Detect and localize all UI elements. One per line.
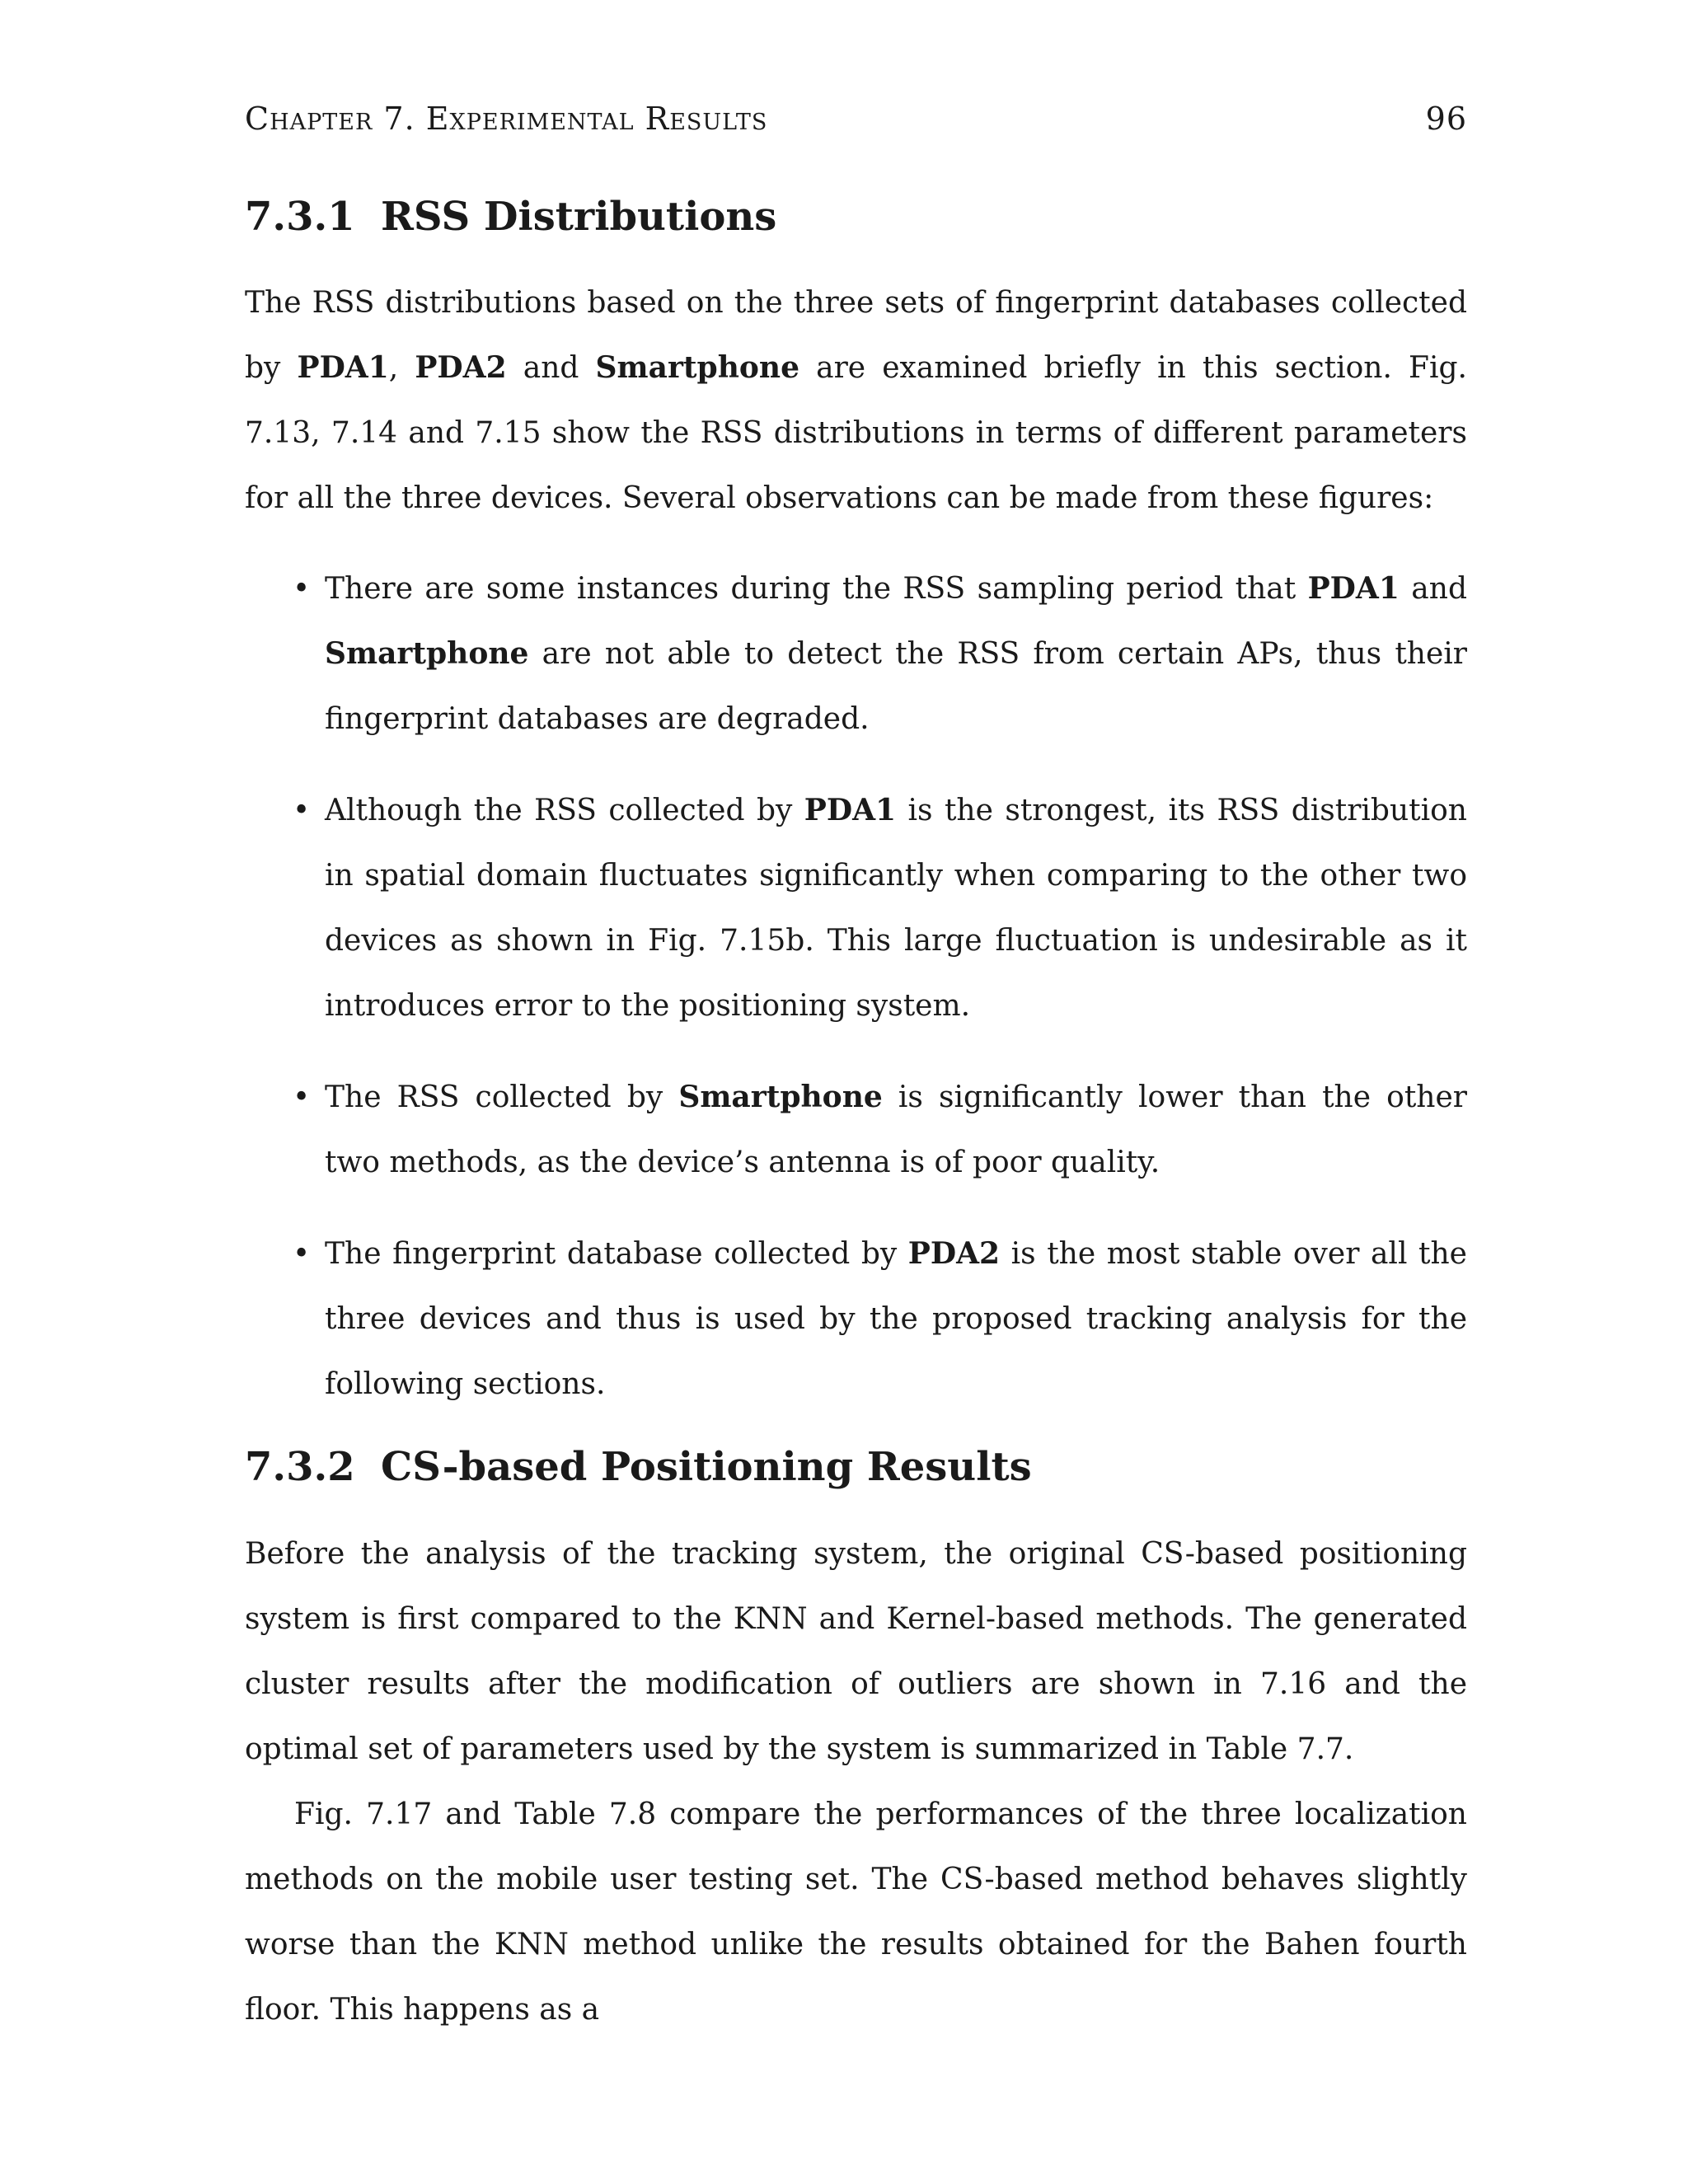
device-name: PDA1 (804, 793, 897, 827)
page-number: 96 (1425, 101, 1467, 137)
device-name: PDA1 (1307, 571, 1400, 606)
bullet-icon: • (293, 572, 311, 606)
device-name: Smartphone (678, 1080, 883, 1114)
bullet-icon: • (293, 1237, 311, 1271)
running-header (245, 101, 1467, 142)
paragraph-rss-intro: The RSS distributions based on the three sets of fingerprint databases collected by PDA1, PDA2 and Smartphone are examined briefly in this section. Fig. 7.13, 7.14 and 7.15 show the RSS distributions in terms of different parameters for all the three devices. Several observations can be made from these figures: (245, 286, 1467, 515)
section-number: 7.3.2 (245, 1444, 355, 1490)
device-name: PDA2 (415, 350, 507, 385)
device-name: PDA1 (297, 350, 389, 385)
device-name: Smartphone (325, 636, 529, 671)
chapter-title: Chapter 7. Experimental Results (245, 101, 768, 137)
bullet-icon: • (293, 1080, 311, 1114)
section-title: RSS Distributions (381, 194, 777, 240)
list-item: • The fingerprint database collected by PDA2 is the most stable over all the three devices and thus is used by the proposed tracking analysis for the following sections. (245, 1221, 1467, 1417)
list-item: • Although the RSS collected by PDA1 is the strongest, its RSS distribution in spatial domain fluctuates significantly when comparing to the other two devices as shown in Fig. 7.15b. This large fluctuation is undesirable as it introduces error to the positioning system. (245, 778, 1467, 1038)
device-name: Smartphone (595, 350, 799, 385)
list-item: • There are some instances during the RSS sampling period that PDA1 and Smartphone are not able to detect the RSS from certain APs, thus their fingerprint databases are degraded. (245, 556, 1467, 752)
section-title: CS-based Positioning Results (381, 1444, 1032, 1490)
section-number: 7.3.1 (245, 194, 355, 240)
device-name: PDA2 (907, 1236, 1001, 1271)
bullet-icon: • (293, 794, 311, 827)
observations-list (245, 556, 1467, 1443)
list-item: • The RSS collected by Smartphone is significantly lower than the other two methods, as the device’s antenna is of poor quality. (245, 1065, 1467, 1195)
section-heading-7-3-2 (245, 1442, 1032, 1492)
paragraph-cs-intro: Before the analysis of the tracking system, the original CS-based positioning system is first compared to the KNN and Kernel-based methods. The generated cluster results after the modification of outliers are shown in 7.16 and the optimal set of parameters used by the system is summarized in Table 7.7. (245, 1537, 1467, 1766)
section-heading-7-3-1 (245, 192, 776, 241)
paragraph-cs-comparison: Fig. 7.17 and Table 7.8 compare the performances of the three localization methods on the mobile user testing set. The CS-based method behaves slightly worse than the KNN method unlike the results obtained for the Bahen fourth floor. This happens as a (245, 1797, 1467, 2027)
